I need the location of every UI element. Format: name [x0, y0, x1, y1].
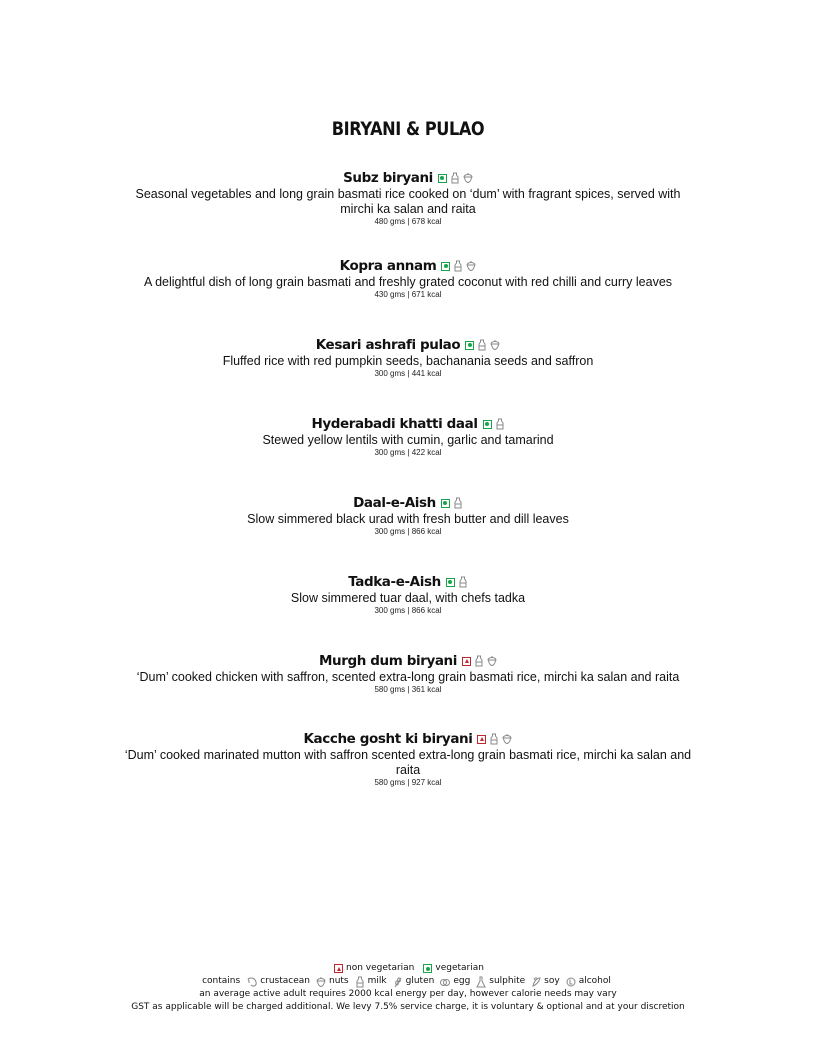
non-veg-icon [477, 735, 486, 744]
item-name-row [120, 652, 696, 670]
veg-icon [465, 341, 474, 350]
nuts-icon [463, 172, 473, 184]
nuts-icon [502, 733, 512, 745]
item-description: Slow simmered tuar daal, with chefs tadka [290, 591, 526, 605]
item-weight-calories: 480 gms | 678 kcal [374, 217, 442, 226]
milk-icon [453, 260, 463, 272]
gst-note: GST as applicable will be charged additional. We levy 7.5% service charge, it is voluntary & optional and at your discretion [131, 1002, 685, 1012]
item-weight-calories: 300 gms | 441 kcal [374, 369, 442, 378]
item-description: Seasonal vegetables and long grain basmati rice cooked on ‘dum’ with fragrant spices, served with mirchi ka salan and raita [135, 187, 681, 216]
alcohol-icon [566, 976, 576, 988]
menu-item [120, 169, 696, 227]
gluten-icon [393, 976, 403, 988]
milk-icon [355, 976, 365, 988]
nuts-icon [490, 339, 500, 351]
item-name: Kacche gosht ki biryani [303, 731, 473, 747]
item-weight-calories: 300 gms | 866 kcal [374, 527, 442, 536]
soy-icon [531, 976, 541, 988]
veg-icon [423, 964, 432, 973]
allergen-label-alcohol: alcohol [578, 976, 611, 986]
footer [0, 962, 816, 1014]
energy-note: an average active adult requires 2000 kcal energy per day, however calorie needs may vary [199, 989, 617, 999]
contains-label: contains [202, 976, 241, 986]
menu-item [120, 415, 696, 458]
egg-icon [440, 976, 450, 988]
item-description: A delightful dish of long grain basmati and freshly grated coconut with red chilli and curry leaves [143, 275, 673, 289]
item-name-row [120, 336, 696, 354]
milk-icon [477, 339, 487, 351]
menu-item [120, 336, 696, 379]
item-name-row [120, 415, 696, 433]
allergen-label-crustacean: crustacean [260, 976, 310, 986]
item-name: Subz biryani [343, 170, 433, 186]
veg-icon [446, 578, 455, 587]
veg-icon [441, 262, 450, 271]
milk-icon [458, 576, 468, 588]
item-weight-calories: 300 gms | 866 kcal [374, 606, 442, 615]
nuts-icon [466, 260, 476, 272]
item-description: Slow simmered black urad with fresh butter and dill leaves [247, 512, 569, 526]
allergen-label-milk: milk [367, 976, 387, 986]
page-title: BIRYANI & PULAO [331, 118, 485, 140]
non-veg-icon [462, 657, 471, 666]
crustacean-icon [247, 976, 257, 988]
allergen-label-gluten: gluten [405, 976, 435, 986]
menu-item [120, 652, 696, 695]
nuts-icon [487, 655, 497, 667]
milk-icon [450, 172, 460, 184]
allergen-legend [0, 975, 816, 988]
item-name-row [120, 573, 696, 591]
non-veg-label: non vegetarian [346, 963, 415, 973]
diet-legend [0, 962, 816, 975]
nuts-icon [316, 976, 326, 988]
item-weight-calories: 430 gms | 671 kcal [374, 290, 442, 299]
milk-icon [489, 733, 499, 745]
item-weight-calories: 580 gms | 361 kcal [374, 685, 442, 694]
allergen-label-egg: egg [453, 976, 471, 986]
item-description: ‘Dum’ cooked marinated mutton with saffron scented extra-long grain basmati rice, mirchi ka salan and raita [124, 748, 692, 777]
allergen-label-nuts: nuts [329, 976, 349, 986]
item-name-row [120, 169, 696, 187]
menu-item [120, 573, 696, 616]
non-veg-icon [334, 964, 343, 973]
veg-icon [441, 499, 450, 508]
item-name: Kopra annam [339, 258, 437, 274]
item-description: Stewed yellow lentils with cumin, garlic and tamarind [262, 433, 554, 447]
sulphite-icon [476, 976, 486, 988]
veg-icon [438, 174, 447, 183]
veg-icon [483, 420, 492, 429]
item-name: Hyderabadi khatti daal [311, 416, 478, 432]
item-name: Kesari ashrafi pulao [315, 337, 461, 353]
item-name: Tadka-e-Aish [348, 574, 441, 590]
menu-item [120, 494, 696, 537]
milk-icon [495, 418, 505, 430]
milk-icon [453, 497, 463, 509]
item-name-row [120, 730, 696, 748]
item-weight-calories: 580 gms | 927 kcal [374, 778, 442, 787]
allergen-label-soy: soy [544, 976, 560, 986]
item-name-row [120, 257, 696, 275]
item-name: Daal-e-Aish [353, 495, 436, 511]
menu-item [120, 257, 696, 300]
menu-item [120, 730, 696, 788]
item-description: Fluffed rice with red pumpkin seeds, bachanania seeds and saffron [222, 354, 594, 368]
allergen-label-sulphite: sulphite [489, 976, 526, 986]
item-weight-calories: 300 gms | 422 kcal [374, 448, 442, 457]
item-description: ‘Dum’ cooked chicken with saffron, scented extra-long grain basmati rice, mirchi ka salan and raita [136, 670, 680, 684]
veg-label: vegetarian [435, 963, 484, 973]
item-name: Murgh dum biryani [318, 653, 457, 669]
item-name-row [120, 494, 696, 512]
milk-icon [474, 655, 484, 667]
